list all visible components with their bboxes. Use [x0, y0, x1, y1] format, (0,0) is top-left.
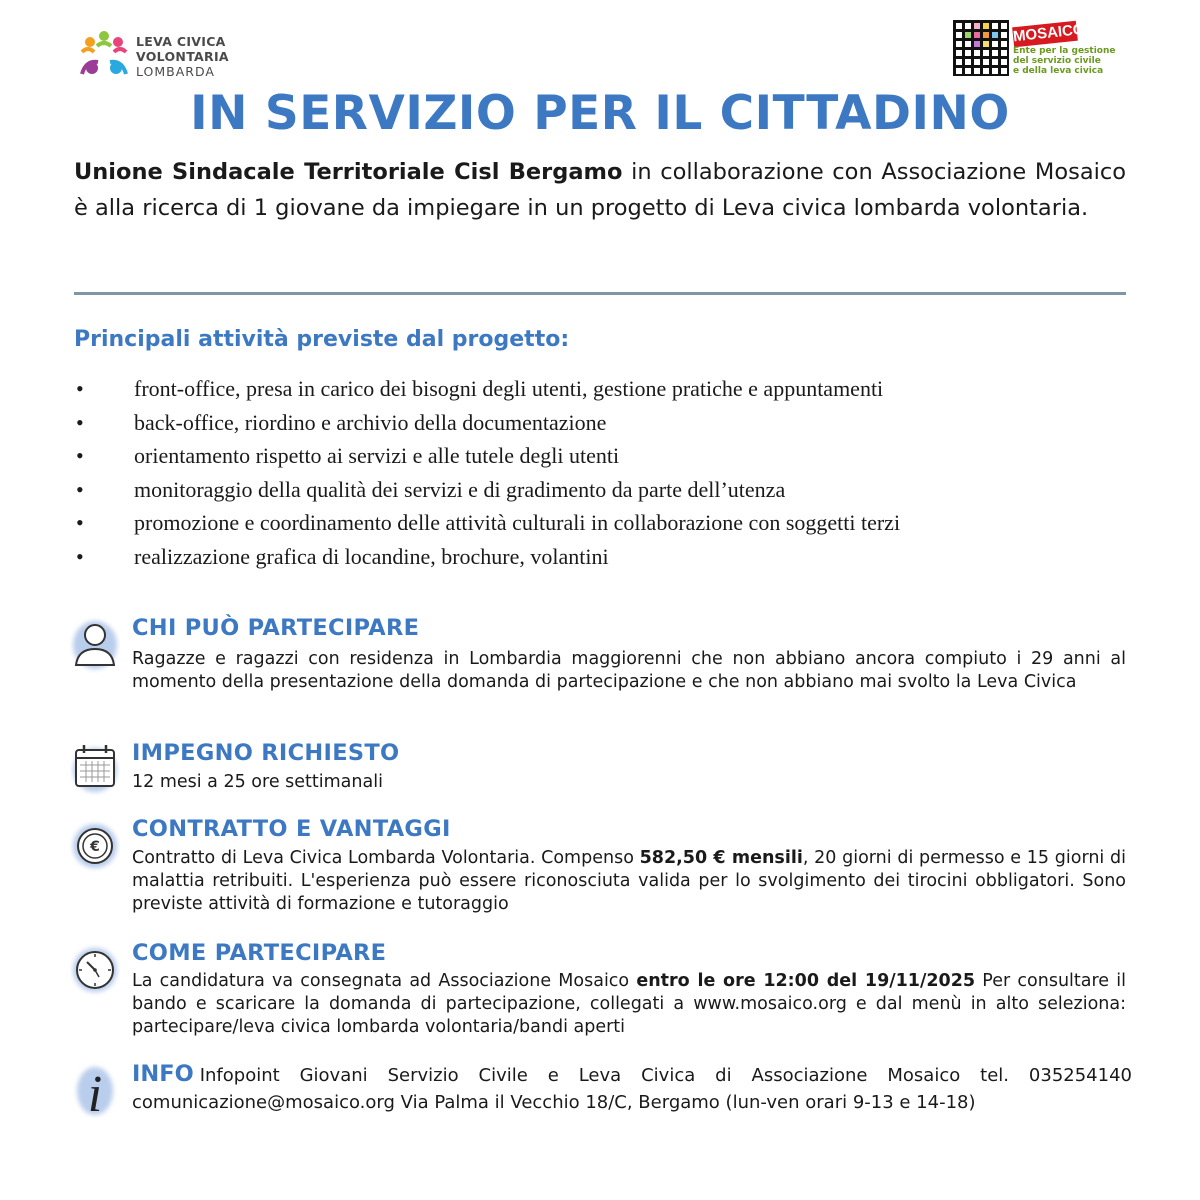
section-who-can-apply [70, 615, 1130, 725]
list-item-text: monitoraggio della qualità dei servizi e di gradimento da parte dell’utenza [134, 476, 786, 502]
svg-text:€: € [90, 839, 100, 855]
section-how-to-apply [70, 940, 1130, 1040]
mosaico-subtitle-line: e della leva civica [1013, 66, 1104, 76]
page-title: IN SERVIZIO PER IL CITTADINO [190, 86, 1010, 141]
section-divider [74, 292, 1126, 295]
list-item-text: front-office, presa in carico dei bisogni degli utenti, gestione pratiche e appuntamenti [134, 376, 884, 401]
section-contract-benefits [70, 816, 1130, 916]
section-text [132, 970, 1126, 1039]
intro-text: in collaborazione con Associazione Mosaico è alla ricerca di 1 giovane da impiegare in un progetto di Leva civica lombarda volontaria. [74, 159, 1126, 221]
logo-line-1: LEVA CIVICA [136, 34, 226, 49]
mosaico-subtitle [1013, 46, 1133, 76]
euro-coin-icon [70, 816, 120, 874]
bullet-glyph: • [76, 409, 84, 435]
mosaico-logo [953, 20, 1133, 82]
intro-organization: Unione Sindacale Territoriale Cisl Bergamo [74, 159, 623, 185]
bullet-glyph: • [76, 376, 84, 401]
section-text: 12 mesi a 25 ore settimanali [132, 772, 383, 792]
bullet-glyph: • [76, 443, 84, 468]
section-text-part: La candidatura va consegnata ad Associazione Mosaico [132, 971, 637, 991]
mosaico-subtitle-line: Ente per la gestione [1013, 46, 1116, 56]
bullet-glyph: • [76, 543, 84, 569]
leva-civica-logo-text [136, 34, 229, 79]
list-item-text: realizzazione grafica di locandine, brochure, volantini [134, 543, 609, 569]
section-title: CHI PUÒ PARTECIPARE [132, 615, 420, 641]
section-text-part: , 20 giorni di permesso e 15 giorni di malattia retribuiti. L'esperienza può essere riconosciuta valida per lo svolgimento dei tirocini obbligatori. Sono previste attività di formazione e tutoraggio [132, 848, 1126, 914]
mosaico-brand: MOSAICO [1012, 20, 1086, 46]
leva-civica-logo-icon [78, 28, 130, 80]
bullet-glyph: • [76, 476, 84, 502]
calendar-icon [70, 740, 120, 798]
section-info [70, 1061, 1130, 1131]
section-text: Ragazze e ragazzi con residenza in Lombardia maggiorenni che non abbiano ancora compiuto i 29 anni al momento della presentazione della domanda di partecipazione e che non abbiano mai svolto la Leva Civica [132, 649, 1126, 692]
list-item [74, 406, 1154, 440]
list-item [74, 506, 1154, 540]
list-item-text: back-office, riordino e archivio della documentazione [134, 409, 607, 435]
bullet-glyph: • [76, 510, 84, 535]
compensation-amount: 582,50 € mensili [639, 848, 803, 868]
info-icon [70, 1061, 120, 1119]
list-item [74, 439, 1154, 473]
activities-heading: Principali attività previste dal progetto: [74, 327, 570, 352]
leva-civica-logo [78, 28, 278, 84]
list-item [74, 473, 1154, 507]
section-commitment [70, 740, 1130, 800]
mosaico-mosaic-icon [953, 20, 1009, 76]
list-item [74, 372, 1154, 406]
logo-line-3: LOMBARDA [136, 64, 215, 79]
section-title: IMPEGNO RICHIESTO [132, 740, 400, 766]
section-title: INFO [132, 1061, 194, 1087]
logo-line-2: VOLONTARIA [136, 49, 229, 64]
deadline: entro le ore 12:00 del 19/11/2025 [636, 971, 976, 991]
list-item-text: orientamento rispetto ai servizi e alle tutele degli utenti [134, 443, 620, 468]
activities-list [74, 372, 1154, 573]
intro-paragraph [74, 154, 1126, 226]
section-title: CONTRATTO E VANTAGGI [132, 816, 451, 842]
clock-icon [70, 940, 120, 998]
list-item [74, 540, 1154, 574]
info-text [132, 1061, 1132, 1116]
info-icon-glyph: i [87, 1066, 103, 1119]
section-text [132, 847, 1126, 916]
list-item-text: promozione e coordinamento delle attività culturali in collaborazione con soggetti terzi [134, 510, 901, 535]
mosaico-subtitle-line: del servizio civile [1013, 56, 1101, 66]
info-contact-details: Infopoint Giovani Servizio Civile e Leva Civica di Associazione Mosaico tel. 035254140 comunicazione@mosaico.org Via Palma il Vecchio 18/C, Bergamo (lun-ven orari 9-13 e 14-18) [132, 1065, 1132, 1113]
section-text-part: Per consultare il bando e scaricare la domanda di partecipazione, collegati a www.mosaico.org e dal menù in alto seleziona: partecipare/leva civica lombarda volontaria/bandi aperti [132, 971, 1126, 1037]
person-icon [70, 615, 120, 673]
section-title: COME PARTECIPARE [132, 940, 387, 966]
section-text-part: Contratto di Leva Civica Lombarda Volontaria. Compenso [132, 848, 640, 868]
